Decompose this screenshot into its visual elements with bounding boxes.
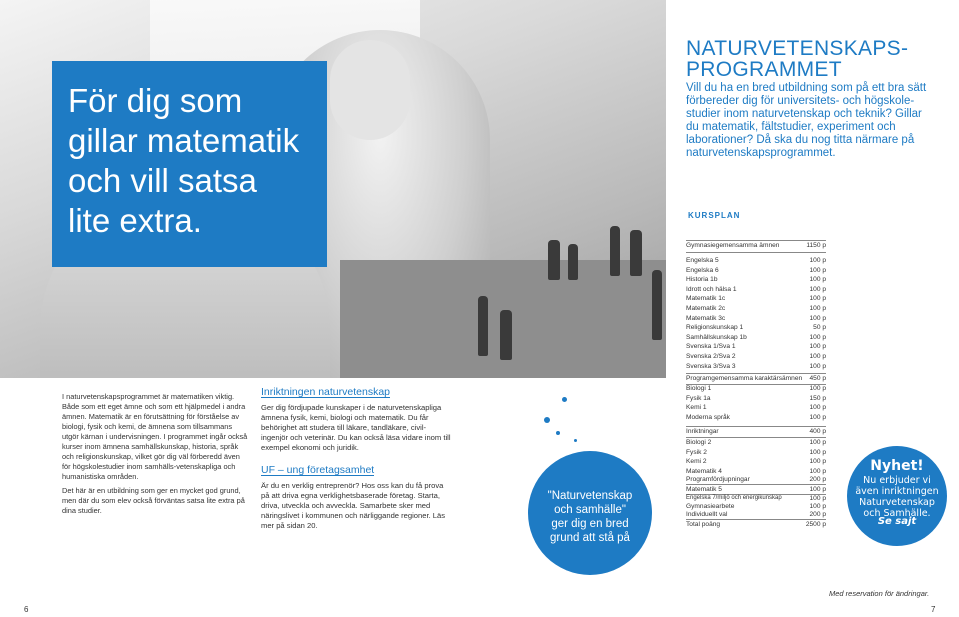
reservation-note: Med reservation för ändringar.: [829, 589, 930, 598]
decorative-dots: [540, 395, 600, 450]
course-row: [686, 314, 826, 324]
intro-paragraph: Det här är en utbildning som ger en mycket god grund, men där du som elev också förväntas satsa lite extra på dina studier.: [62, 486, 245, 515]
headline-box: [52, 61, 327, 267]
uf-heading: UF – ung företagsamhet: [261, 464, 375, 476]
course-points: 100 p: [809, 404, 826, 412]
program-title: NATURVETENSKAPS- PROGRAMMET: [686, 37, 909, 81]
course-points: 100 p: [809, 343, 826, 351]
uf-text: Är du en verklig entreprenör? Hos oss kan du få prova på att driva egna verklighetsbaserade företag. Starta, driva, utveckla och avveckla. Samarbete sker med näringslivet i kommunen och närliggande regioner. Läs mer på sidan 20.: [261, 481, 446, 530]
nyhet-title: Nyhet!: [870, 458, 924, 474]
course-points: 100 p: [809, 362, 826, 370]
course-points: 100 p: [809, 458, 826, 466]
course-points: 100 p: [809, 439, 826, 446]
dot: [574, 439, 577, 442]
course-points: 1150 p: [806, 242, 826, 249]
dot: [544, 417, 550, 423]
divider: [686, 252, 826, 253]
course-name: Biologi 2: [686, 439, 712, 446]
course-points: 100 p: [809, 266, 826, 274]
course-name: Svenska 2/Sva 2: [686, 353, 736, 360]
course-points: 100 p: [809, 495, 826, 502]
course-row: [686, 403, 826, 413]
program-intro: Vill du ha en bred utbildning som på ett bra sätt förbereder dig för universitets- och högskole-studier inom naturvetenskap och teknik? Gillar du matematik, fältstudier, experiment och laborationer? Då ska du nog titta närmare på naturvetenskapsprogrammet.: [686, 82, 927, 159]
course-name: Moderna språk: [686, 413, 730, 421]
course-row: [686, 323, 826, 333]
course-row: [686, 394, 826, 404]
course-name: Svenska 3/Sva 3: [686, 362, 736, 370]
bottle-graphic: [568, 244, 578, 280]
quote-text: "Naturvetenskap och samhälle" ger dig en bred grund att stå på: [547, 490, 633, 544]
course-points: 100 p: [809, 385, 826, 392]
course-name: Fysik 1a: [686, 394, 711, 402]
course-name: Idrott och hälsa 1: [686, 285, 737, 293]
course-name: Engelska 7/miljö och energikunskap: [686, 495, 782, 501]
course-row: [686, 342, 826, 352]
course-row: [686, 475, 826, 485]
student-face: [330, 40, 410, 140]
course-name: Historia 1b: [686, 276, 718, 284]
course-row: [686, 304, 826, 314]
course-row: [686, 333, 826, 343]
course-name: Matematik 1c: [686, 295, 726, 303]
course-points: 100 p: [809, 448, 826, 456]
course-row: [686, 275, 826, 285]
course-points: 400 p: [809, 428, 826, 435]
course-name: Individuellt val: [686, 511, 728, 518]
course-points: 100 p: [809, 285, 826, 293]
course-row-total: [686, 520, 826, 530]
course-row: [686, 294, 826, 304]
dot: [562, 397, 567, 402]
course-name: Fysik 2: [686, 448, 707, 456]
course-row-gymnasiegemensamma: [686, 241, 826, 251]
course-points: 50 p: [813, 324, 826, 332]
course-name: Engelska 6: [686, 266, 719, 274]
bottle-graphic: [610, 226, 620, 276]
course-name: Religionskunskap 1: [686, 324, 744, 332]
page-number-right: 7: [931, 605, 936, 614]
course-name: Gymnasiearbete: [686, 503, 735, 510]
course-row: [686, 362, 826, 372]
bottle-graphic: [478, 296, 488, 356]
course-points: 100 p: [809, 276, 826, 284]
course-name: Kemi 1: [686, 404, 707, 412]
course-row: [686, 438, 826, 448]
course-name: Biologi 1: [686, 385, 712, 392]
course-row: [686, 457, 826, 467]
nyhet-text: Nu erbjuder vi även inriktningen Naturvetenskap och Samhälle.: [855, 475, 939, 519]
course-row: [686, 413, 826, 423]
course-row: [686, 256, 826, 266]
kursplan-heading: KURSPLAN: [688, 211, 741, 220]
course-points: 2500 p: [805, 521, 826, 528]
bottle-graphic: [500, 310, 512, 360]
course-points: 150 p: [809, 394, 826, 402]
inriktning-column: [261, 387, 451, 537]
course-name: Svenska 1/Sva 1: [686, 343, 736, 351]
course-name: Programgemensamma karaktärsämnen: [686, 375, 803, 382]
course-row: [686, 352, 826, 362]
course-row: [686, 285, 826, 295]
course-name: Engelska 5: [686, 257, 719, 264]
course-points: 100 p: [809, 413, 826, 421]
course-name: Samhällskunskap 1b: [686, 333, 747, 341]
course-points: 100 p: [809, 305, 826, 312]
bottle-graphic: [652, 270, 662, 340]
course-name: Matematik 4: [686, 467, 722, 475]
course-name: Programfördjupningar: [686, 475, 750, 483]
course-points: 100 p: [809, 353, 826, 360]
course-name: Total poäng: [686, 521, 721, 528]
inriktning-heading: Inriktningen naturvetenskap: [261, 386, 390, 398]
course-points: 100 p: [809, 485, 826, 493]
course-row-inriktningar: [686, 427, 826, 437]
course-points: 100 p: [809, 314, 826, 322]
course-points: 200 p: [809, 475, 826, 483]
quote-circle: [528, 451, 652, 575]
course-name: Inriktningar: [686, 428, 719, 435]
nyhet-badge[interactable]: [847, 446, 947, 546]
intro-column: [62, 392, 248, 520]
page-number-left: 6: [24, 605, 29, 614]
course-points: 200 p: [809, 511, 826, 518]
course-row: [686, 384, 826, 394]
course-points: 100 p: [809, 467, 826, 475]
course-row: [686, 266, 826, 276]
bottle-graphic: [630, 230, 642, 276]
course-points: 450 p: [809, 375, 826, 382]
course-points: 100 p: [809, 257, 826, 264]
course-name: Kemi 2: [686, 458, 707, 466]
course-points: 100 p: [809, 503, 826, 510]
course-row: [686, 485, 826, 495]
intro-paragraph: I naturvetenskapsprogrammet är matematiken viktig. Både som ett eget ämne och som ett hjälpmedel i andra ämnen. Matematik är en förutsättning för förståelse av biologi, fysik och kemi, de ämnena som tillsammans utgör kärnan i undervisningen. I programmet ingår också kurser inom ämnena samhällskunskap, historia, språk och religionskunskap, vilket gör dig väl förberedd även för högskolestudier inom samhälls-vetenskapliga och humanistiska områden.: [62, 392, 248, 481]
course-points: 100 p: [809, 333, 826, 341]
course-row-programgemensamma: [686, 374, 826, 384]
se-sajt-link[interactable]: Se sajt: [877, 516, 917, 527]
course-name: Matematik 3c: [686, 314, 726, 322]
course-row: [686, 448, 826, 458]
course-name: Matematik 2c: [686, 305, 726, 312]
inriktning-text: Ger dig fördjupade kunskaper i de naturvetenskapliga ämnena fysik, kemi, biologi och matematik. Du får behörighet att studera till läkare, tandläkare, civil-ingenjör och veterinär. Du kan också läsa vidare inom till exempel ekonomi och juridik.: [261, 403, 451, 452]
bottle-graphic: [548, 240, 560, 280]
course-name: Gymnasiegemensamma ämnen: [686, 242, 780, 249]
course-name: Matematik 5: [686, 485, 722, 493]
course-points: 100 p: [809, 295, 826, 303]
dot: [556, 431, 560, 435]
headline: För dig som gillar matematik och vill satsa lite extra.: [68, 82, 300, 239]
